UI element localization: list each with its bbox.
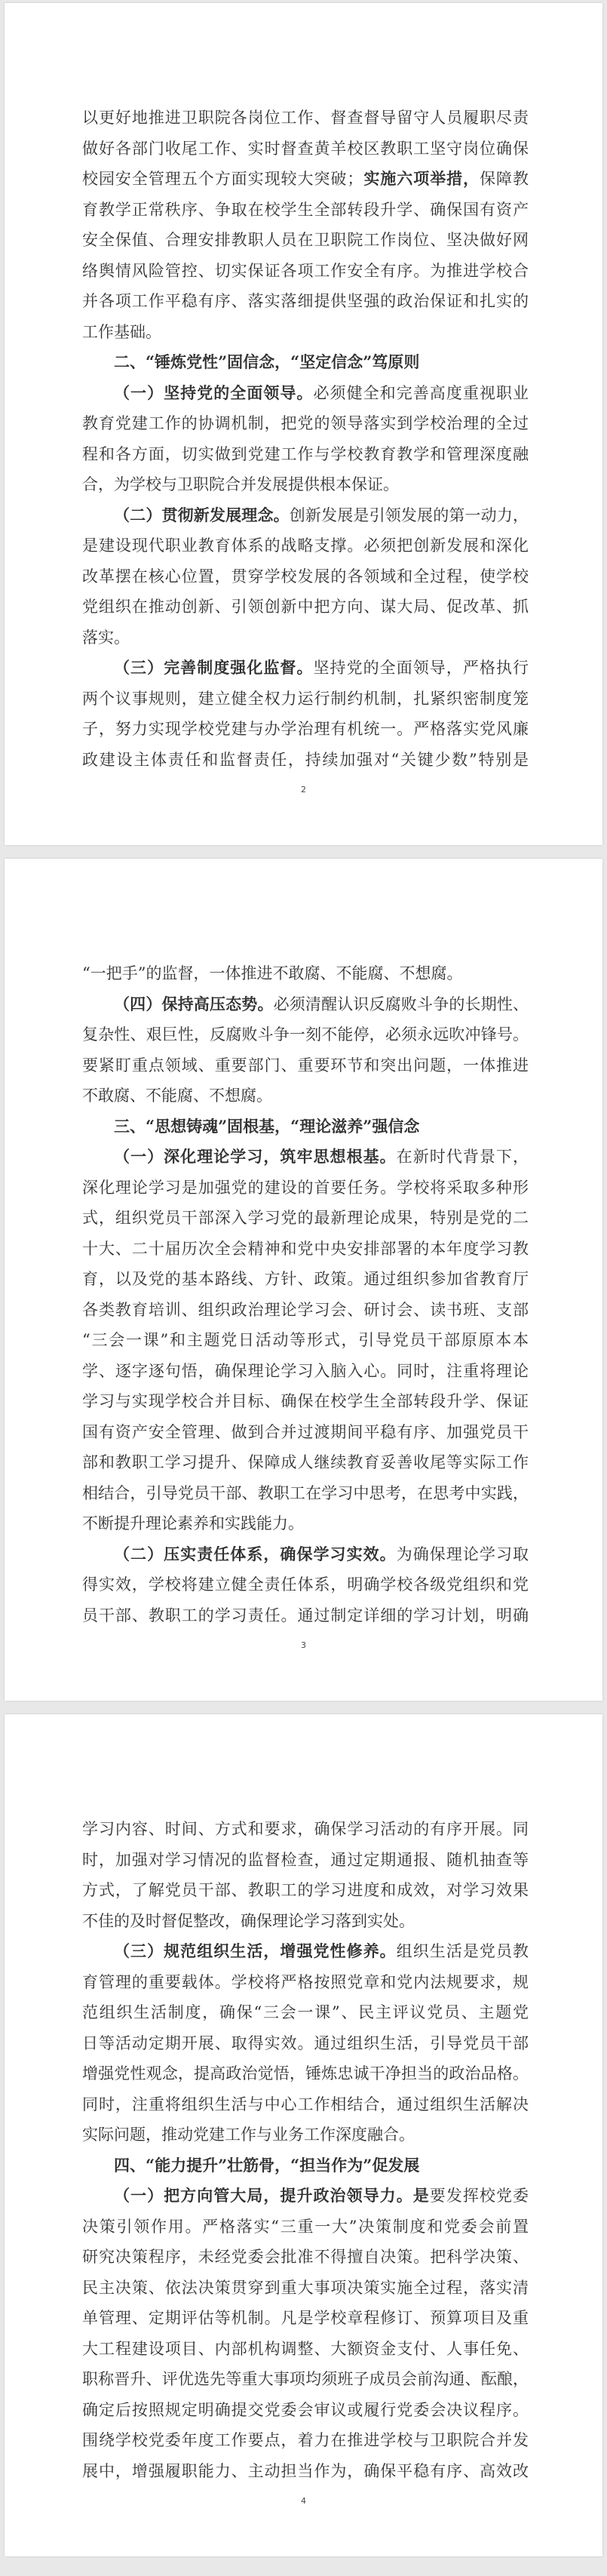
paragraph-line: 单管理、定期评估等机制。凡是学校章程修订、预算项目及重 bbox=[82, 2309, 529, 2327]
paragraph-line: 同时，注重将组织生活与中心工作相结合，通过组织生活解决 bbox=[82, 2095, 529, 2113]
paragraph-line: 复杂性、艰巨性，反腐败斗争一刻不能停，必须永远吹冲锋号。 bbox=[82, 1025, 529, 1044]
paragraph-line: 时，加强对学习情况的监督检查，通过定期通报、随机抽查等 bbox=[82, 1850, 529, 1869]
paragraph-line: 展中，增强履职能力、主动担当作为，确保平稳有序、高效改 bbox=[82, 2461, 529, 2480]
paragraph-line: 络舆情风险管控、切实保证各项工作安全有序。为推进学校合 bbox=[82, 261, 529, 280]
bold-lead: （三）规范组织生活，增强党性修养。 bbox=[114, 1941, 397, 1960]
bold-phrase: 实施六项举措， bbox=[363, 169, 480, 188]
paragraph-line: 子，努力实现学校党建与办学治理有机统一。严格落实党风廉 bbox=[82, 720, 529, 738]
page-number: 2 bbox=[301, 785, 306, 795]
paragraph-line: 合，为学校与卫职院合并发展提供根本保证。 bbox=[82, 475, 399, 493]
paragraph-line: 并各项工作平稳有序、落实落细提供坚强的政治保证和扎实的 bbox=[82, 292, 529, 310]
paragraph-text: 在新时代背景下， bbox=[396, 1148, 529, 1166]
paragraph-line: 改革摆在核心位置，贯穿学校发展的各领域和全过程，使学校 bbox=[82, 567, 529, 586]
document-page bbox=[5, 859, 602, 1701]
page-body bbox=[82, 958, 529, 1631]
paragraph-line: 式，组织党员干部深入学习党的最新理论成果，特别是党的二 bbox=[82, 1209, 529, 1227]
paragraph-text: 必须清醒认识反腐败斗争的长期性、 bbox=[273, 994, 529, 1013]
paragraph-line: 相结合，引导党员干部、教职工在学习中思考，在思考中实践， bbox=[82, 1483, 529, 1502]
paragraph-line: “一把手”的监督，一体推进不敢腐、不能腐、不想腐。 bbox=[82, 964, 463, 982]
paragraph-line: 是建设现代职业教育体系的战略支撑。必须把创新发展和深化 bbox=[82, 536, 529, 555]
paragraph-line: 决策引领作用。严格落实“三重一大”决策制度和党委会前置 bbox=[82, 2217, 529, 2236]
paragraph-line: 不佳的及时督促整改，确保理论学习落到实处。 bbox=[82, 1911, 415, 1930]
paragraph-line: 政建设主体责任和监督责任，持续加强对“关键少数”特别是 bbox=[82, 750, 529, 769]
paragraph-line: 学习与实现学校合并目标、确保在校学生全部转段升学、保证 bbox=[82, 1392, 529, 1410]
paragraph-line: 程和各方面，切实做到党建工作与学校教育教学和管理深度融 bbox=[82, 444, 529, 463]
paragraph-line: 党组织在推动创新、引领创新中把方向、谋大局、促改革、抓 bbox=[82, 598, 529, 616]
paragraph-text: 要发挥校党委 bbox=[429, 2187, 529, 2205]
paragraph-line: 两个议事规则，建立健全权力运行制约机制，扎紧织密制度笼 bbox=[82, 689, 529, 708]
bold-lead: （一）坚持党的全面领导。 bbox=[114, 383, 314, 402]
paragraph-line: 方式，了解党员干部、教职工的学习进度和成效，对学习效果 bbox=[82, 1881, 529, 1899]
paragraph-line: 增强党性观念，提高政治觉悟，锤炼忠诚干净担当的政治品格。 bbox=[82, 2064, 529, 2083]
paragraph-line: 范组织生活制度，确保“三会一课”、民主评议党员、主题党 bbox=[82, 2003, 529, 2021]
bold-lead: （二）压实责任体系，确保学习实效。 bbox=[114, 1544, 397, 1563]
paragraph-line: 日等活动定期开展、取得实效。通过组织生活，引导党员干部 bbox=[82, 2033, 529, 2052]
section-heading: 四、“能力提升”壮筋骨，“担当作为”促发展 bbox=[114, 2155, 420, 2175]
paragraph-line: 围绕学校党委年度工作要点，着力在推进学校与卫职院合并发 bbox=[82, 2431, 529, 2449]
paragraph-text: 为确保理论学习取 bbox=[396, 1545, 529, 1563]
paragraph-line bbox=[82, 378, 529, 409]
paragraph-text: 组织生活是党员教 bbox=[396, 1942, 529, 1960]
paragraph-line: 教育党建工作的协调机制，把党的领导落实到学校治理的全过 bbox=[82, 414, 529, 432]
page-number: 3 bbox=[301, 1640, 306, 1650]
paragraph-line: 十大、二十届历次全会精神和党中央安排部署的本年度学习教 bbox=[82, 1239, 529, 1258]
paragraph-line: 实际问题，推动党建工作与业务工作深度融合。 bbox=[82, 2126, 415, 2144]
paragraph-line bbox=[82, 989, 529, 1020]
paragraph-line: 不敢腐、不能腐、不想腐。 bbox=[82, 1087, 272, 1105]
document-page bbox=[5, 1714, 602, 2556]
bold-lead: （三）完善制度强化监督。 bbox=[114, 658, 314, 677]
paragraph-line: 育，以及党的基本路线、方针、政策。通过组织参加省教育厅 bbox=[82, 1270, 529, 1288]
bold-lead: （一）深化理论学习，筑牢思想根基。 bbox=[114, 1147, 397, 1166]
paragraph-text: 必须健全和完善高度重视职业 bbox=[313, 383, 529, 402]
paragraph-line: 安全保值、合理安排教职人员在卫职院工作岗位、坚决做好网 bbox=[82, 231, 529, 249]
bold-lead: （一）把方向管大局，提升政治领导力。是 bbox=[114, 2186, 430, 2205]
paragraph-line bbox=[82, 1539, 529, 1570]
paragraph-line: 大工程建设项目、内部机构调整、大额资金支付、人事任免、 bbox=[82, 2339, 529, 2358]
paragraph-line: 得实效，学校将建立健全责任体系，明确学校各级党组织和党 bbox=[82, 1575, 529, 1594]
section-heading: 二、“锤炼党性”固信念，“坚定信念”笃原则 bbox=[114, 352, 420, 371]
paragraph-line: 学习内容、时间、方式和要求，确保学习活动的有序开展。同 bbox=[82, 1820, 529, 1838]
paragraph-line: “三会一课”和主题党日活动等形式，引导党员干部原原本本 bbox=[82, 1331, 529, 1349]
paragraph-line: 要紧盯重点领域、重要部门、重要环节和突出问题，一体推进 bbox=[82, 1056, 529, 1074]
bold-lead: （二）贯彻新发展理念。 bbox=[114, 505, 290, 524]
paragraph-text: 保障教 bbox=[480, 170, 529, 188]
paragraph-line: 育教学正常秩序、争取在校学生全部转段升学、确保国有资产 bbox=[82, 200, 529, 219]
paragraph-text: 坚持党的全面领导，严格执行 bbox=[313, 659, 529, 677]
page-body bbox=[82, 103, 529, 775]
paragraph-line bbox=[82, 653, 529, 684]
paragraph-line bbox=[82, 1936, 529, 1967]
page-number: 4 bbox=[301, 2496, 306, 2506]
paragraph-line bbox=[82, 500, 529, 531]
paragraph-line: 部和教职工学习提升、保障成人继续教育妥善收尾等实际工作 bbox=[82, 1453, 529, 1471]
paragraph-line: 以更好地推进卫职院各岗位工作、督查督导留守人员履职尽责 bbox=[82, 109, 529, 127]
paragraph-line: 研究决策程序，未经党委会批准不得擅自决策。把科学决策、 bbox=[82, 2248, 529, 2266]
paragraph-line: 各类教育培训、组织政治理论学习会、研讨会、读书班、支部 bbox=[82, 1300, 529, 1319]
paragraph-line: 民主决策、依法决策贯穿到重大事项决策实施全过程，落实清 bbox=[82, 2278, 529, 2297]
paragraph-line: 育管理的重要载体。学校将严格按照党章和党内法规要求，规 bbox=[82, 1972, 529, 1991]
paragraph-line: 确定后按照规定明确提交党委会审议或履行党委会决议程序。 bbox=[82, 2400, 529, 2419]
paragraph-line: 员干部、教职工的学习责任。通过制定详细的学习计划，明确 bbox=[82, 1606, 529, 1625]
paragraph-line: 不断提升理论素养和实践能力。 bbox=[82, 1514, 304, 1532]
paragraph-line bbox=[82, 1142, 529, 1173]
paragraph-line bbox=[82, 164, 529, 195]
paragraph-line: 工作基础。 bbox=[82, 322, 161, 341]
page-body bbox=[82, 1814, 529, 2486]
paragraph-text: 校园安全管理五个方面实现较大突破； bbox=[82, 170, 363, 188]
paragraph-line: 学、逐字逐句悟，确保理论学习入脑入心。同时，注重将理论 bbox=[82, 1361, 529, 1380]
paragraph-text: 创新发展是引领发展的第一动力， bbox=[289, 506, 529, 524]
paragraph-line: 职称晋升、评优选先等重大事项均须班子成员会前沟通、酝酿， bbox=[82, 2370, 529, 2388]
bold-lead: （四）保持高压态势。 bbox=[114, 994, 274, 1013]
section-heading: 三、“思想铸魂”固根基，“理论滋养”强信念 bbox=[114, 1116, 420, 1136]
paragraph-line: 落实。 bbox=[82, 628, 130, 647]
paragraph-line bbox=[82, 2181, 529, 2212]
document-page bbox=[5, 3, 602, 845]
paragraph-line: 国有资产安全管理、做到合并过渡期间平稳有序、加强党员干 bbox=[82, 1422, 529, 1441]
paragraph-line: 做好各部门收尾工作、实时督查黄羊校区教职工坚守岗位确保 bbox=[82, 139, 529, 158]
paragraph-line: 深化理论学习是加强党的建设的首要任务。学校将采取多种形 bbox=[82, 1178, 529, 1197]
